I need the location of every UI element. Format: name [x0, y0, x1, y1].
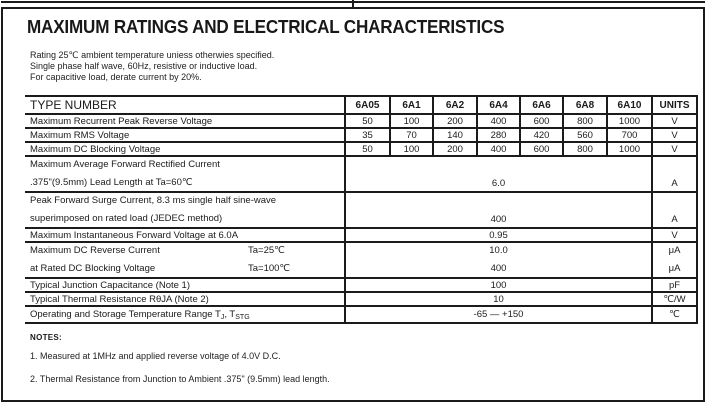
table-row — [25, 192, 697, 228]
unit-cell: V — [652, 114, 697, 128]
unit-cell: ℃/W — [652, 292, 697, 306]
rating-value: 420 — [520, 128, 563, 142]
param-label-line2: superimposed on rated load (JEDEC method) — [30, 213, 223, 224]
section-title: MAXIMUM RATINGS AND ELECTRICAL CHARACTERISTICS — [27, 17, 505, 37]
param-label — [25, 306, 345, 323]
rating-value: 50 — [345, 114, 390, 128]
subscript: J — [220, 314, 225, 321]
rating-value-merged: 400 — [345, 192, 652, 228]
rating-value: 600 — [520, 114, 563, 128]
type-column-header: 6A10 — [607, 96, 652, 114]
previous-section-column-divider — [352, 0, 354, 7]
table-row — [25, 142, 697, 156]
type-column-header: 6A8 — [563, 96, 607, 114]
ratings-table — [25, 95, 698, 324]
subscript: STG — [235, 314, 250, 321]
table-row — [25, 278, 697, 292]
param-label — [25, 192, 345, 228]
table-row — [25, 228, 697, 242]
table-row — [25, 292, 697, 306]
table-row — [25, 128, 697, 142]
param-label-line1: Maximum Average Forward Rectified Current — [30, 159, 220, 170]
test-condition: Ta=100℃ — [248, 263, 291, 274]
rating-value: 1000 — [607, 142, 652, 156]
rating-conditions — [30, 50, 274, 83]
param-text: Maximum DC Reverse Current — [30, 245, 160, 256]
rating-value: 400 — [477, 114, 520, 128]
rating-value: 800 — [563, 114, 607, 128]
type-column-header: 6A05 — [345, 96, 390, 114]
param-label — [25, 156, 345, 192]
rating-value-merged: -65 — +150 — [345, 306, 652, 323]
param-text: , T — [224, 309, 236, 320]
unit-cell: V — [652, 128, 697, 142]
rating-value: 10.0 — [489, 245, 508, 256]
type-column-header: 6A1 — [390, 96, 433, 114]
unit-cell: ℃ — [652, 306, 697, 323]
unit-cell: V — [652, 228, 697, 242]
rating-value: 280 — [477, 128, 520, 142]
rating-value: 560 — [563, 128, 607, 142]
type-column-header: 6A2 — [433, 96, 477, 114]
rating-value: 400 — [477, 142, 520, 156]
table-header-row — [25, 96, 697, 114]
condition-line: For capacitive load, derate current by 20%. — [30, 72, 202, 82]
rating-value-merged: 0.95 — [345, 228, 652, 242]
unit-cell: V — [652, 142, 697, 156]
param-label — [25, 242, 345, 278]
units-header: UNITS — [652, 96, 697, 114]
rating-value: 400 — [490, 263, 507, 274]
param-label: Maximum RMS Voltage — [25, 128, 345, 142]
unit-cell: A — [652, 192, 697, 228]
rating-value: 140 — [433, 128, 477, 142]
rating-value: 800 — [563, 142, 607, 156]
rating-value: 70 — [390, 128, 433, 142]
type-number-header: TYPE NUMBER — [25, 96, 345, 114]
note-item: 1. Measured at 1MHz and applied reverse voltage of 4.0V D.C. — [30, 351, 281, 361]
param-text: Operating and Storage Temperature Range T — [30, 309, 221, 320]
rating-value: 200 — [433, 142, 477, 156]
table-row — [25, 114, 697, 128]
rating-value-merged: 10 — [345, 292, 652, 306]
unit-cell: A — [652, 156, 697, 192]
note-item: 2. Thermal Resistance from Junction to Ambient .375" (9.5mm) lead length. — [30, 374, 330, 384]
rating-value-merged: 100 — [345, 278, 652, 292]
param-label: Maximum DC Blocking Voltage — [25, 142, 345, 156]
rating-value: 600 — [520, 142, 563, 156]
rating-value: 1000 — [607, 114, 652, 128]
unit-text: μA — [668, 263, 681, 274]
ratings-section-box — [1, 7, 705, 402]
unit-cell: pF — [652, 278, 697, 292]
table-row — [25, 306, 697, 323]
param-label-line1: Peak Forward Surge Current, 8.3 ms single half sine-wave — [30, 195, 277, 206]
notes-heading: NOTES: — [30, 333, 63, 342]
rating-value: 200 — [433, 114, 477, 128]
unit-text: μA — [668, 245, 681, 256]
type-column-header: 6A4 — [477, 96, 520, 114]
test-condition: Ta=25℃ — [248, 245, 285, 256]
table-row — [25, 242, 697, 278]
rating-value: 35 — [345, 128, 390, 142]
param-label-line1 — [30, 245, 344, 256]
rating-value: 100 — [390, 142, 433, 156]
rating-value: 700 — [607, 128, 652, 142]
rating-value-merged — [345, 242, 652, 278]
param-label: Maximum Recurrent Peak Reverse Voltage — [25, 114, 345, 128]
param-label-line2: .375"(9.5mm) Lead Length at Ta=60℃ — [30, 177, 193, 188]
param-label-line2 — [30, 263, 344, 274]
rating-value: 100 — [390, 114, 433, 128]
param-label: Typical Thermal Resistance RθJA (Note 2) — [25, 292, 345, 306]
type-column-header: 6A6 — [520, 96, 563, 114]
rating-value: 50 — [345, 142, 390, 156]
param-label: Maximum Instantaneous Forward Voltage at 6.0A — [25, 228, 345, 242]
rating-value-merged: 6.0 — [345, 156, 652, 192]
param-label: Typical Junction Capacitance (Note 1) — [25, 278, 345, 292]
table-row — [25, 156, 697, 192]
param-text: at Rated DC Blocking Voltage — [30, 263, 156, 274]
condition-line: Rating 25℃ ambient temperature uniess otherwies specified. — [30, 50, 275, 60]
condition-line: Single phase half wave, 60Hz, resistive or inductive load. — [30, 61, 258, 71]
unit-cell — [652, 242, 697, 278]
